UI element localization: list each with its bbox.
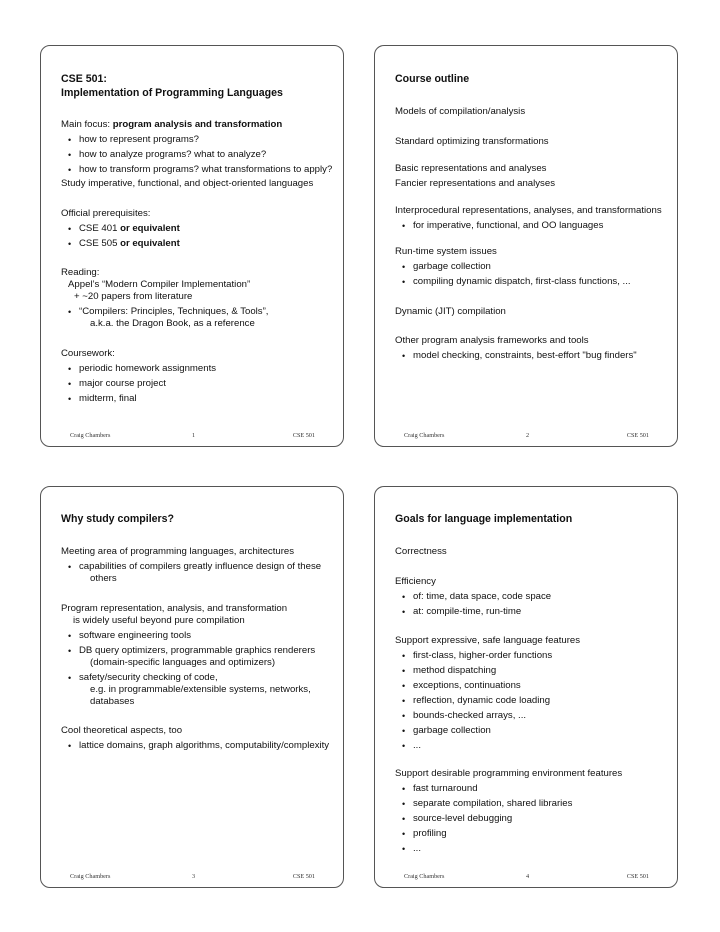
list-item: first-class, higher-order functions [413, 650, 553, 661]
list-item: DB query optimizers, programmable graphics renderers [79, 645, 316, 656]
outline-item: Models of compilation/analysis [395, 106, 526, 117]
list-item: compiling dynamic dispatch, first-class functions, ... [413, 276, 631, 287]
outline-item: Run-time system issues [395, 246, 497, 257]
bullet-icon: • [402, 666, 406, 676]
bullet-icon: • [68, 379, 72, 389]
bullet-icon: • [68, 741, 72, 751]
outline-item: Other program analysis frameworks and tools [395, 335, 589, 346]
slide-2 [374, 45, 678, 447]
list-item: major course project [79, 378, 166, 389]
list-item: how to transform programs? what transformations to apply? [79, 164, 333, 175]
slide-title-line1: CSE 501: [61, 73, 107, 85]
paragraph: Meeting area of programming languages, architectures [61, 546, 295, 557]
footer-course: CSE 501 [626, 432, 649, 439]
slide-4 [374, 486, 678, 888]
list-item: at: compile-time, run-time [413, 606, 522, 617]
footer-author: Craig Chambers [70, 432, 111, 439]
outline-item: Fancier representations and analyses [395, 178, 555, 189]
list-item: source-level debugging [413, 813, 513, 824]
list-item: e.g. in programmable/extensible systems, networks, [90, 684, 311, 695]
footer-course: CSE 501 [292, 873, 315, 880]
bullet-icon: • [68, 673, 72, 683]
goal-heading: Support expressive, safe language features [395, 635, 581, 646]
bullet-icon: • [402, 814, 406, 824]
list-item: how to analyze programs? what to analyze? [79, 149, 267, 160]
list-item: capabilities of compilers greatly influence design of these [79, 561, 322, 572]
list-item: garbage collection [413, 261, 491, 272]
outline-item: Basic representations and analyses [395, 163, 547, 174]
bullet-icon: • [68, 165, 72, 175]
list-item: separate compilation, shared libraries [413, 798, 573, 809]
goal-heading: Support desirable programming environment features [395, 768, 623, 779]
bullet-icon: • [68, 150, 72, 160]
bullet-icon: • [402, 726, 406, 736]
bullet-icon: • [402, 784, 406, 794]
footer-course: CSE 501 [626, 873, 649, 880]
list-item: exceptions, continuations [413, 680, 521, 691]
footer-page-number: 2 [526, 432, 530, 439]
list-item: ... [413, 740, 421, 751]
footer-course: CSE 501 [292, 432, 315, 439]
footer-author: Craig Chambers [70, 873, 111, 880]
reading-heading: Reading: [61, 267, 100, 278]
bullet-icon: • [402, 799, 406, 809]
paragraph: Program representation, analysis, and transformation [61, 603, 288, 614]
list-item: periodic homework assignments [79, 363, 217, 374]
list-item: ... [413, 843, 421, 854]
bullet-icon: • [402, 651, 406, 661]
footer-author: Craig Chambers [404, 432, 445, 439]
goal-heading: Efficiency [395, 576, 436, 587]
footer-page-number: 1 [192, 432, 196, 439]
list-item: CSE 505 or equivalent [79, 238, 180, 249]
bullet-icon: • [402, 351, 406, 361]
bullet-icon: • [402, 696, 406, 706]
bullet-icon: • [68, 562, 72, 572]
list-item: “Compilers: Principles, Techniques, & Tools”, [79, 306, 269, 317]
slide-title-line2: Implementation of Programming Languages [61, 87, 283, 99]
paragraph: Cool theoretical aspects, too [61, 725, 183, 736]
list-item: lattice domains, graph algorithms, computability/complexity [79, 740, 330, 751]
slide-title: Course outline [395, 73, 470, 85]
list-item: how to represent programs? [79, 134, 199, 145]
bullet-icon: • [68, 364, 72, 374]
list-item: fast turnaround [413, 783, 478, 794]
bullet-icon: • [68, 239, 72, 249]
footer-page-number: 4 [526, 873, 530, 880]
bullet-icon: • [402, 592, 406, 602]
goal-heading: Correctness [395, 546, 447, 557]
coursework-heading: Coursework: [61, 348, 115, 359]
list-item: software engineering tools [79, 630, 191, 641]
slide-title: Goals for language implementation [395, 513, 573, 525]
bullet-icon: • [68, 646, 72, 656]
bullet-icon: • [402, 829, 406, 839]
bullet-icon: • [402, 262, 406, 272]
list-item: of: time, data space, code space [413, 591, 552, 602]
list-item: others [90, 573, 117, 584]
bullet-icon: • [68, 307, 72, 317]
bullet-icon: • [68, 394, 72, 404]
bullet-icon: • [402, 681, 406, 691]
bullet-icon: • [402, 711, 406, 721]
list-item: safety/security checking of code, [79, 672, 218, 683]
paragraph: + ~20 papers from literature [74, 291, 193, 302]
bullet-icon: • [68, 631, 72, 641]
footer-page-number: 3 [192, 873, 196, 880]
list-item: bounds-checked arrays, ... [413, 710, 527, 721]
bullet-icon: • [402, 844, 406, 854]
main-focus: Main focus: program analysis and transformation [61, 119, 283, 130]
list-item: CSE 401 or equivalent [79, 223, 180, 234]
list-item: databases [90, 696, 135, 707]
list-item: method dispatching [413, 665, 497, 676]
outline-item: Dynamic (JIT) compilation [395, 306, 506, 317]
bullet-icon: • [402, 741, 406, 751]
list-item: a.k.a. the Dragon Book, as a reference [90, 318, 255, 329]
list-item: midterm, final [79, 393, 137, 404]
paragraph: Study imperative, functional, and object-oriented languages [61, 178, 314, 189]
footer-author: Craig Chambers [404, 873, 445, 880]
paragraph: Appel’s “Modern Compiler Implementation” [68, 279, 251, 290]
bullet-icon: • [402, 277, 406, 287]
paragraph: is widely useful beyond pure compilation [73, 615, 245, 626]
prereq-heading: Official prerequisites: [61, 208, 151, 219]
list-item: model checking, constraints, best-effort "bug finders" [413, 350, 637, 361]
bullet-icon: • [68, 135, 72, 145]
list-item: (domain-specific languages and optimizers) [90, 657, 276, 668]
slide-3 [40, 486, 344, 888]
bullet-icon: • [402, 221, 406, 231]
list-item: profiling [413, 828, 447, 839]
list-item: reflection, dynamic code loading [413, 695, 551, 706]
bullet-icon: • [68, 224, 72, 234]
outline-item: Standard optimizing transformations [395, 136, 549, 147]
bullet-icon: • [402, 607, 406, 617]
list-item: garbage collection [413, 725, 491, 736]
slide-title: Why study compilers? [61, 513, 175, 525]
slide-1 [40, 45, 344, 447]
outline-item: Interprocedural representations, analyses, and transformations [395, 205, 662, 216]
list-item: for imperative, functional, and OO languages [413, 220, 604, 231]
